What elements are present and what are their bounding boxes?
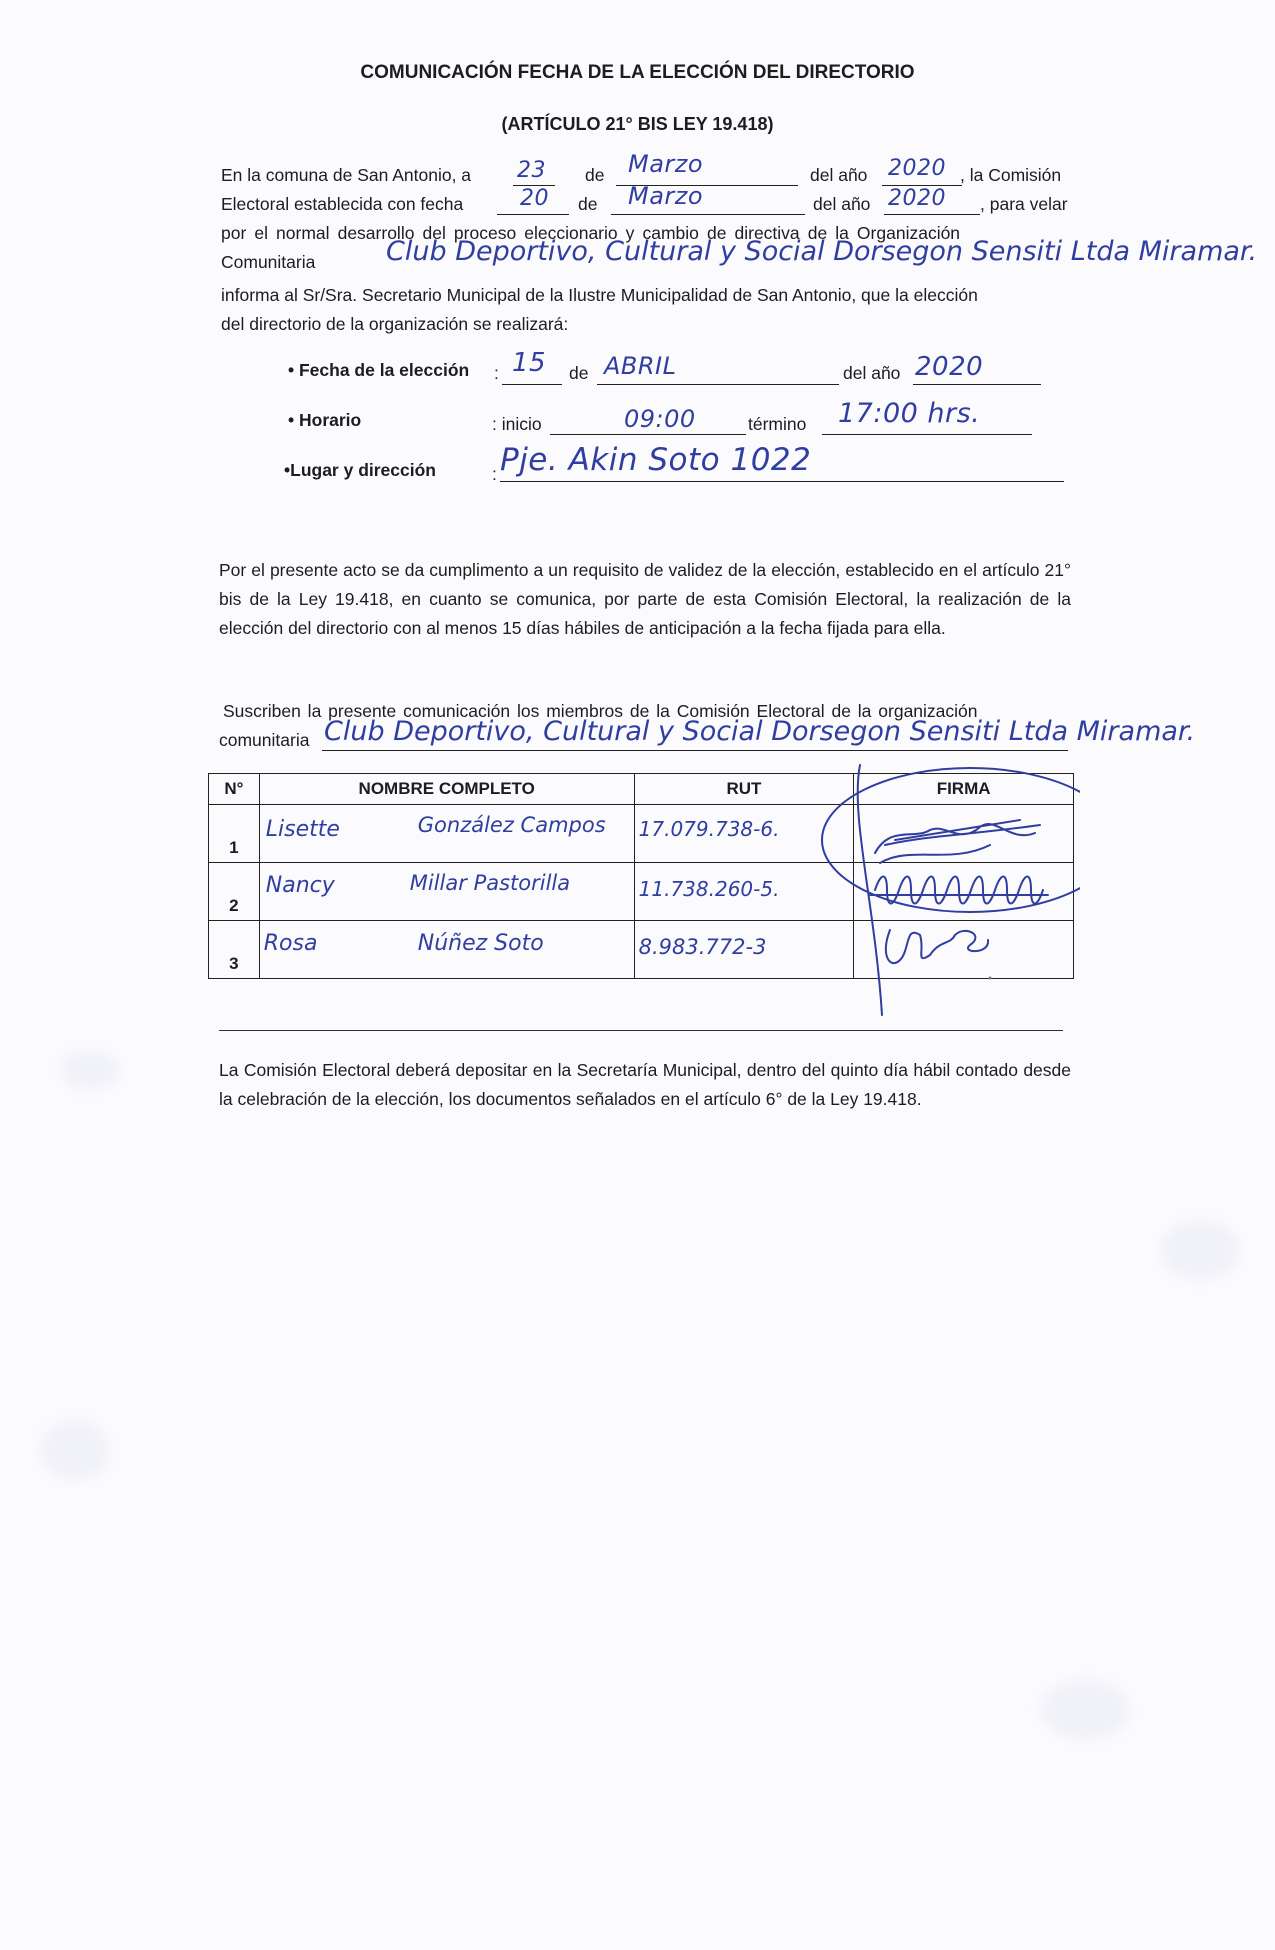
handwritten-year1: 2020 bbox=[888, 156, 946, 181]
fecha-de-text: de bbox=[569, 363, 589, 383]
blank-line bbox=[502, 384, 562, 385]
member-rut: 8.983.772-3 bbox=[638, 935, 767, 959]
row-number: 3 bbox=[209, 921, 260, 979]
intro-anio-text: del año bbox=[810, 165, 868, 185]
member-rut: 17.079.738-6. bbox=[638, 817, 780, 841]
handwritten-day1: 23 bbox=[517, 158, 546, 183]
lugar-direccion-label: •Lugar y dirección bbox=[284, 460, 436, 480]
intro-line3-text: por el normal desarrollo del proceso eleccionario y cambio de directiva de la Organización bbox=[221, 223, 961, 243]
intro-line2-text: Electoral establecida con fecha bbox=[221, 194, 464, 214]
document-title: COMUNICACIÓN FECHA DE LA ELECCIÓN DEL DIRECTORIO bbox=[360, 62, 915, 83]
intro-line2-end: , para velar bbox=[980, 194, 1068, 214]
blank-line bbox=[884, 214, 980, 215]
paper-stain bbox=[1160, 1220, 1240, 1280]
member-last-name: Núñez Soto bbox=[417, 931, 544, 956]
blank-line bbox=[597, 384, 839, 385]
row-number: 2 bbox=[209, 863, 260, 921]
handwritten-start-time: 09:00 bbox=[624, 405, 696, 433]
footer-paragraph: La Comisión Electoral deberá depositar en la Secretaría Municipal, dentro del quinto día hábil contado desde la celebración de la elección, los documentos señalados en el artículo 6° de la Ley 19.418. bbox=[219, 1060, 1071, 1109]
handwritten-end-time: 17:00 hrs. bbox=[838, 398, 981, 429]
blank-line bbox=[497, 214, 569, 215]
paper-stain bbox=[1040, 1680, 1130, 1740]
header-signature: FIRMA bbox=[854, 774, 1074, 805]
member-rut: 11.738.260-5. bbox=[638, 877, 780, 901]
member-first-name: Rosa bbox=[263, 931, 318, 956]
intro-line1-text: En la comuna de San Antonio, a bbox=[221, 165, 472, 185]
suscriben-comunitaria-label: comunitaria bbox=[219, 730, 310, 750]
signatures-and-stamp bbox=[820, 745, 1080, 1025]
blank-line bbox=[611, 214, 805, 215]
member-first-name: Nancy bbox=[265, 873, 335, 898]
handwritten-org-name: Club Deportivo, Cultural y Social Dorsegon Sensiti Ltda Miramar. bbox=[386, 236, 1258, 267]
header-full-name: NOMBRE COMPLETO bbox=[259, 774, 634, 805]
handwritten-election-month: ABRIL bbox=[604, 352, 677, 380]
separator-line bbox=[219, 1030, 1063, 1031]
intro-line6-text: del directorio de la organización se realizará: bbox=[221, 314, 569, 334]
handwritten-org-name-2: Club Deportivo, Cultural y Social Dorsegon Sensiti Ltda Miramar. bbox=[324, 716, 1196, 747]
paper-stain bbox=[60, 1050, 120, 1090]
handwritten-year2: 2020 bbox=[888, 186, 946, 211]
handwritten-month2: Marzo bbox=[628, 182, 704, 210]
blank-line bbox=[500, 481, 1064, 482]
member-name-cell bbox=[259, 921, 634, 979]
member-last-name: Millar Pastorilla bbox=[409, 871, 571, 895]
handwritten-address: Pje. Akin Soto 1022 bbox=[500, 442, 812, 478]
fecha-anio-text: del año bbox=[843, 363, 901, 383]
suscriben-line1: Suscriben la presente comunicación los miembros de la Comisión Electoral de la organización bbox=[223, 701, 978, 721]
horario-label: • Horario bbox=[288, 410, 362, 430]
member-name-cell bbox=[259, 863, 634, 921]
header-rut: RUT bbox=[634, 774, 854, 805]
ink-dot bbox=[989, 977, 992, 980]
member-name-cell bbox=[259, 805, 634, 863]
fecha-colon: : bbox=[494, 363, 499, 383]
horario-inicio-label: : inicio bbox=[492, 414, 542, 434]
fecha-eleccion-label: • Fecha de la elección bbox=[288, 360, 470, 380]
blank-line bbox=[550, 434, 746, 435]
blank-line bbox=[822, 434, 1032, 435]
blank-line bbox=[913, 384, 1041, 385]
intro-comunitaria-label: Comunitaria bbox=[221, 252, 316, 272]
intro-de-text: de bbox=[578, 194, 598, 214]
header-number: N° bbox=[209, 774, 260, 805]
handwritten-month1: Marzo bbox=[628, 150, 704, 178]
row-number: 1 bbox=[209, 805, 260, 863]
handwritten-day2: 20 bbox=[520, 186, 549, 211]
intro-line5-text: informa al Sr/Sra. Secretario Municipal de la Ilustre Municipalidad de San Antonio, que la elección bbox=[221, 285, 978, 305]
document-subtitle: (ARTÍCULO 21° BIS LEY 19.418) bbox=[501, 114, 774, 134]
intro-de-text: de bbox=[585, 165, 605, 185]
handwritten-election-year: 2020 bbox=[915, 352, 984, 382]
lugar-colon: : bbox=[492, 464, 497, 484]
intro-line1-end: , la Comisión bbox=[960, 165, 1062, 185]
handwritten-election-day: 15 bbox=[512, 348, 547, 378]
member-first-name: Lisette bbox=[265, 817, 340, 842]
intro-anio-text: del año bbox=[813, 194, 871, 214]
paper-stain bbox=[40, 1420, 110, 1480]
validity-paragraph: Por el presente acto se da cumplimento a un requisito de validez de la elección, establecido en el artículo 21° bis de la Ley 19.418, en cuanto se comunica, por parte de esta Comisión Electoral, la realización de la elección del directorio con al menos 15 días hábiles de anticipación a la fecha fijada para ella. bbox=[219, 560, 1071, 638]
horario-termino-label: término bbox=[748, 414, 807, 434]
member-last-name: González Campos bbox=[417, 813, 606, 837]
